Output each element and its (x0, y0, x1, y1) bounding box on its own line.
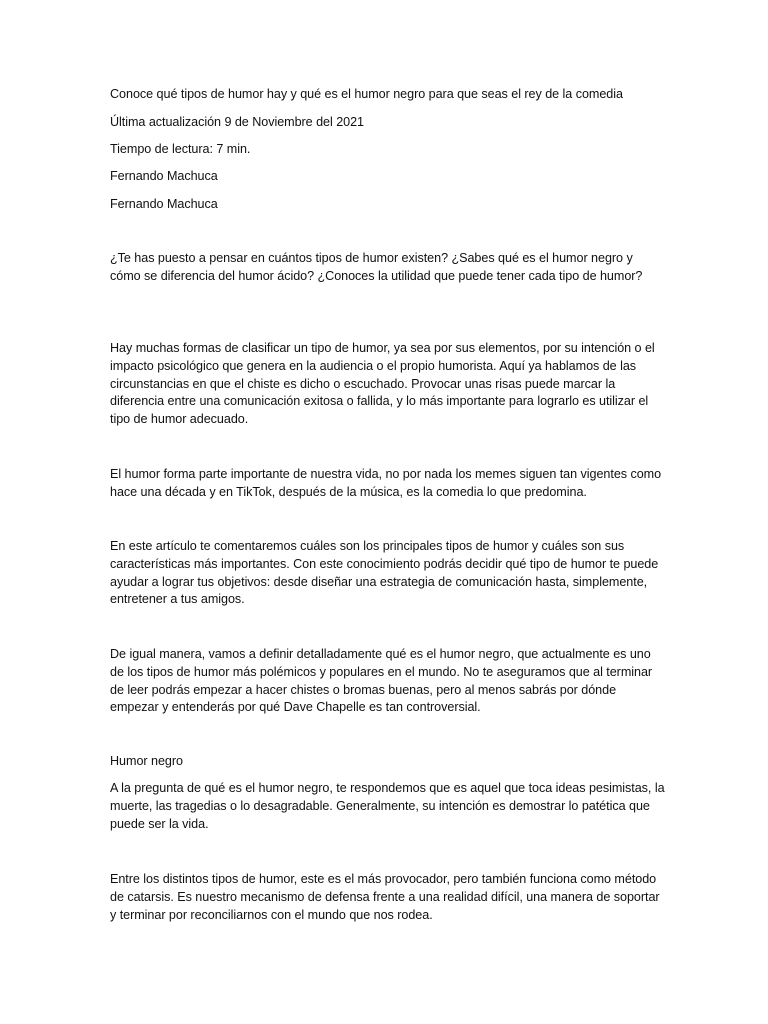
dark-humor-intro-paragraph: De igual manera, vamos a definir detalladamente qué es el humor negro, que actualmente es uno de los tipos de humor más polémicos y populares en el mundo. No te aseguramos que al terminar de leer podrás empezar a hacer chistes o bromas buenas, pero al menos sabrás por dónde empezar y entenderás por qué Dave Chapelle es tan controversial. (110, 647, 653, 715)
classification-paragraph: Hay muchas formas de clasificar un tipo de humor, ya sea por sus elementos, por su intención o el impacto psicológico que genera en la audiencia o el propio humorista. Aquí ya hablamos de las circunstancias en que el chiste es dicho o escuchado. Provocar unas risas puede marcar la diferencia entre una comunicación exitosa o fallida, y lo más importante para lograrlo es utilizar el tipo de humor adecuado. (110, 341, 655, 427)
intro-paragraph: ¿Te has puesto a pensar en cuántos tipos de humor existen? ¿Sabes qué es el humor negro y cómo se diferencia del humor ácido? ¿Conoces la utilidad que puede tener cada tipo de humor? (110, 251, 643, 283)
reading-time: Tiempo de lectura: 7 min. (110, 142, 251, 156)
catharsis-paragraph: Entre los distintos tipos de humor, este es el más provocador, pero también funciona como método de catarsis. Es nuestro mecanismo de defensa frente a una realidad difícil, una manera de soportar y terminar por reconciliarnos con el mundo que nos rodea. (110, 872, 660, 922)
last-updated: Última actualización 9 de Noviembre del 2021 (110, 115, 365, 129)
importance-paragraph: El humor forma parte importante de nuestra vida, no por nada los memes siguen tan vigentes como hace una década y en TikTok, después de la música, es la comedia lo que predomina. (110, 467, 662, 499)
author-name-repeat: Fernando Machuca (110, 197, 218, 211)
section-heading: Humor negro (110, 754, 183, 768)
definition-paragraph: A la pregunta de qué es el humor negro, te respondemos que es aquel que toca ideas pesimistas, la muerte, las tragedias o lo desagradable. Generalmente, su intención es demostrar lo patética que puede ser la vida. (110, 781, 665, 831)
document-title: Conoce qué tipos de humor hay y qué es el humor negro para que seas el rey de la comedia (110, 87, 623, 101)
author-name: Fernando Machuca (110, 169, 218, 183)
article-scope-paragraph: En este artículo te comentaremos cuáles son los principales tipos de humor y cuáles son sus características más importantes. Con este conocimiento podrás decidir qué tipo de humor te puede ayudar a lograr tus objetivos: desde diseñar una estrategia de comunicación hasta, simplemente, entretener a tus amigos. (110, 539, 659, 607)
